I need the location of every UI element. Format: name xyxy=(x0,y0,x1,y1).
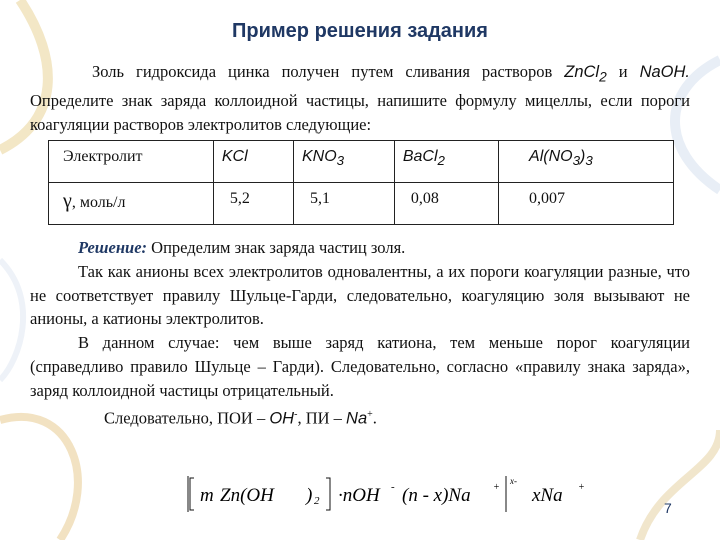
value-bacl2: 0,08 xyxy=(394,183,498,225)
header-alno33: $Al(NO_3)_3$ xyxy=(499,141,674,183)
formula-m: m xyxy=(200,485,214,506)
threshold-table xyxy=(48,140,674,225)
value-alno33: 0,007 xyxy=(499,183,674,225)
solution-p4: Следовательно, ПОИ – OH-, ПИ – Na+. xyxy=(104,408,377,428)
formula-plus: + xyxy=(493,482,500,493)
formula-sub2: 2 xyxy=(314,495,320,507)
solution-block xyxy=(30,236,690,431)
value-kno3: 5,1 xyxy=(293,183,394,225)
naoh-formula: NaOH. xyxy=(639,63,690,81)
header-bacl2: BaCl$_2$ xyxy=(394,141,498,183)
task-text: Золь гидроксида цинка получен путем сливания растворов ZnCl$_2$ и NaOH. Определите знак заряда коллоидной частицы, напишите формулу мицеллы, если пороги коагуляции растворов электролитов следующие: xyxy=(30,62,690,135)
formula-plus2: + xyxy=(578,482,585,493)
micelle-formula xyxy=(186,474,606,514)
row-label-gamma: γ, моль/л xyxy=(49,183,214,225)
formula-xsup: x- xyxy=(510,476,517,486)
formula-xna: xNa xyxy=(532,485,563,506)
value-kcl: 5,2 xyxy=(213,183,293,225)
formula-zn: Zn(OH xyxy=(220,485,274,506)
header-kno3: $KNO_3$ xyxy=(293,141,394,183)
formula-noh: ·nOH xyxy=(338,485,380,506)
formula-minus: - xyxy=(391,481,395,493)
formula-nx: (n - x)Na xyxy=(402,485,471,506)
table-row-values xyxy=(49,183,674,225)
solution-p2: Так как анионы всех электролитов одновалентны, а их пороги коагуляции разные, что не соответствует правилу Шульце-Гарди, следовательно, коагуляцию золя вызывают не анионы, а катионы электролитов. xyxy=(30,261,690,329)
formula-close: ) xyxy=(306,485,313,506)
page-number: 7 xyxy=(664,500,672,516)
page-title: Пример решения задания xyxy=(232,20,488,42)
header-electrolyte: Электролит xyxy=(49,141,214,183)
header-kcl: KCl xyxy=(213,141,293,183)
zncl-formula: ZnCl$_2$ xyxy=(564,63,607,85)
solution-p3: В данном случае: чем выше заряд катиона, тем меньше порог коагуляции (справедливо правило Шульце – Гарди). Следовательно, согласно «правилу знака заряда», заряд коллоидной частицы отрицательный. xyxy=(30,333,690,400)
solution-p1: Решение: Определим знак заряда частиц золя. xyxy=(78,238,406,257)
table-header-row xyxy=(49,141,674,183)
